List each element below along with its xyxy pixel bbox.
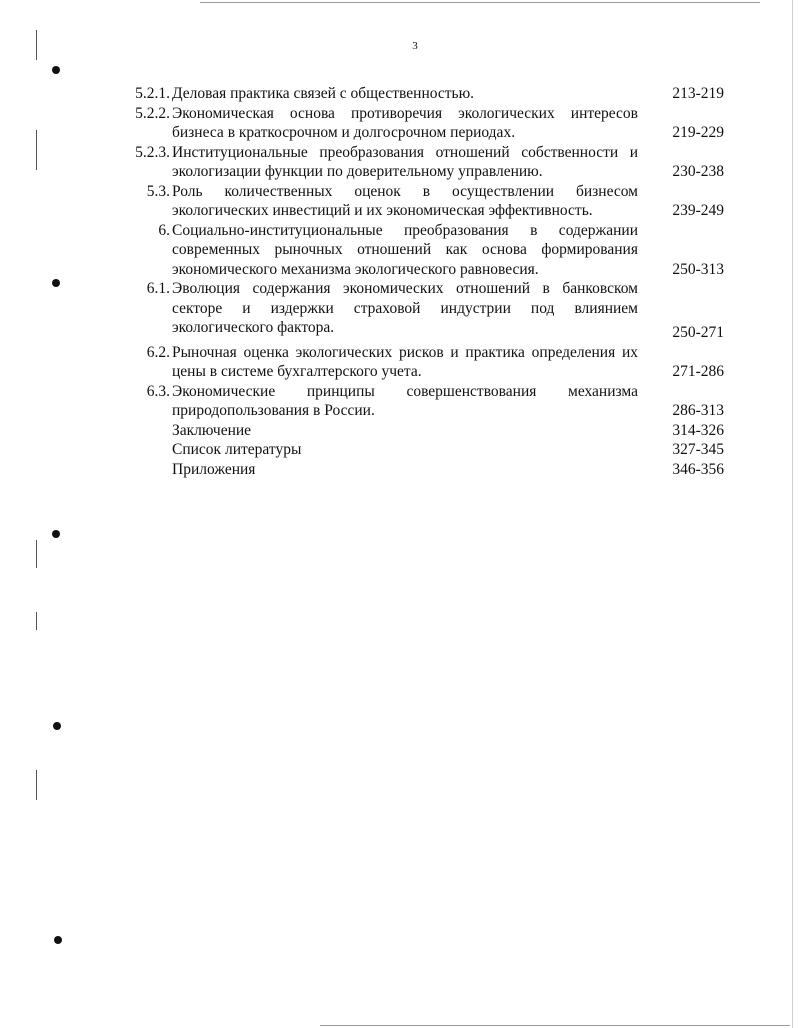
toc-entry-title: Эволюция содержания экономических отношений в банковском секторе и издержки страховой индустрии под влиянием экологического фактора. [172, 280, 638, 336]
scan-edge-mark [36, 540, 37, 568]
toc-entry [114, 221, 724, 280]
scan-right-edge [792, 0, 793, 1028]
toc-entry-title: Социально-институциональные преобразования в содержании современных рыночных отношений как основа формирования экономического механизма экологического равновесия. [172, 221, 638, 278]
toc-entry-title: Экономическая основа противоречия экологических интересов бизнеса в краткосрочном и долгосрочном периодах. [172, 104, 638, 141]
toc-entry [114, 440, 724, 460]
toc-entry [114, 460, 724, 480]
toc-entry-pages: 219-229 [672, 124, 724, 141]
toc-entry-number: 5.2.3. [135, 143, 170, 161]
toc-entry [114, 104, 724, 143]
punch-hole-icon [52, 279, 60, 287]
toc-entry-number: 6.1. [146, 280, 170, 297]
toc-entry [114, 382, 724, 421]
scan-bottom-edge [320, 1025, 790, 1026]
toc-entry [114, 143, 724, 182]
scan-top-edge [200, 2, 760, 3]
toc-entry [114, 343, 724, 382]
toc-entry-pages: 314-326 [672, 421, 724, 439]
toc-entry-pages: 286-313 [672, 402, 724, 419]
punch-hole-icon [52, 66, 60, 74]
toc-entry-pages: 213-219 [672, 85, 724, 102]
toc-entry-title: Список литературы [172, 441, 302, 458]
table-of-contents [114, 84, 724, 479]
toc-entry-title: Роль количественных оценок в осуществлении бизнесом экологических инвестиций и их экономическая эффективность. [172, 182, 638, 219]
toc-entry-title: Институциональные преобразования отношений собственности и экологизации функции по доверительному управлению. [172, 143, 638, 180]
toc-entry-number: 6.2. [146, 343, 170, 361]
toc-entry-title: Приложения [172, 460, 256, 478]
punch-hole-icon [54, 936, 62, 944]
toc-entry-title: Деловая практика связей с общественностью. [172, 85, 475, 102]
toc-entry-pages: 327-345 [672, 441, 724, 458]
toc-entry-title: Заключение [172, 421, 252, 439]
toc-entry-number: 6.3. [146, 382, 170, 400]
page-number: 3 [412, 40, 418, 52]
toc-entry-pages: 250-271 [672, 324, 724, 341]
toc-entry-pages: 250-313 [672, 260, 724, 278]
scan-edge-mark [36, 770, 37, 800]
toc-entry-pages: 230-238 [672, 163, 724, 180]
toc-entry [114, 182, 724, 221]
toc-entry [114, 84, 724, 104]
scan-edge-mark [36, 612, 37, 630]
toc-entry-number: 5.2.2. [135, 104, 170, 122]
punch-hole-icon [53, 722, 61, 730]
punch-hole-icon [52, 530, 60, 538]
toc-entry-title: Рыночная оценка экологических рисков и практика определения их цены в системе бухгалтерского учета. [172, 343, 638, 380]
toc-entry-pages: 346-356 [672, 460, 724, 478]
toc-entry [114, 421, 724, 441]
toc-entry [114, 279, 724, 341]
scan-edge-mark [36, 130, 37, 170]
toc-entry-title: Экономические принципы совершенствования механизма природопользования в России. [172, 382, 638, 419]
toc-entry-number: 5.2.1. [135, 85, 170, 102]
toc-entry-number: 5.3. [146, 182, 170, 200]
toc-entry-number: 6. [158, 221, 170, 239]
toc-entry-pages: 271-286 [672, 363, 724, 380]
toc-entry-pages: 239-249 [672, 202, 724, 219]
